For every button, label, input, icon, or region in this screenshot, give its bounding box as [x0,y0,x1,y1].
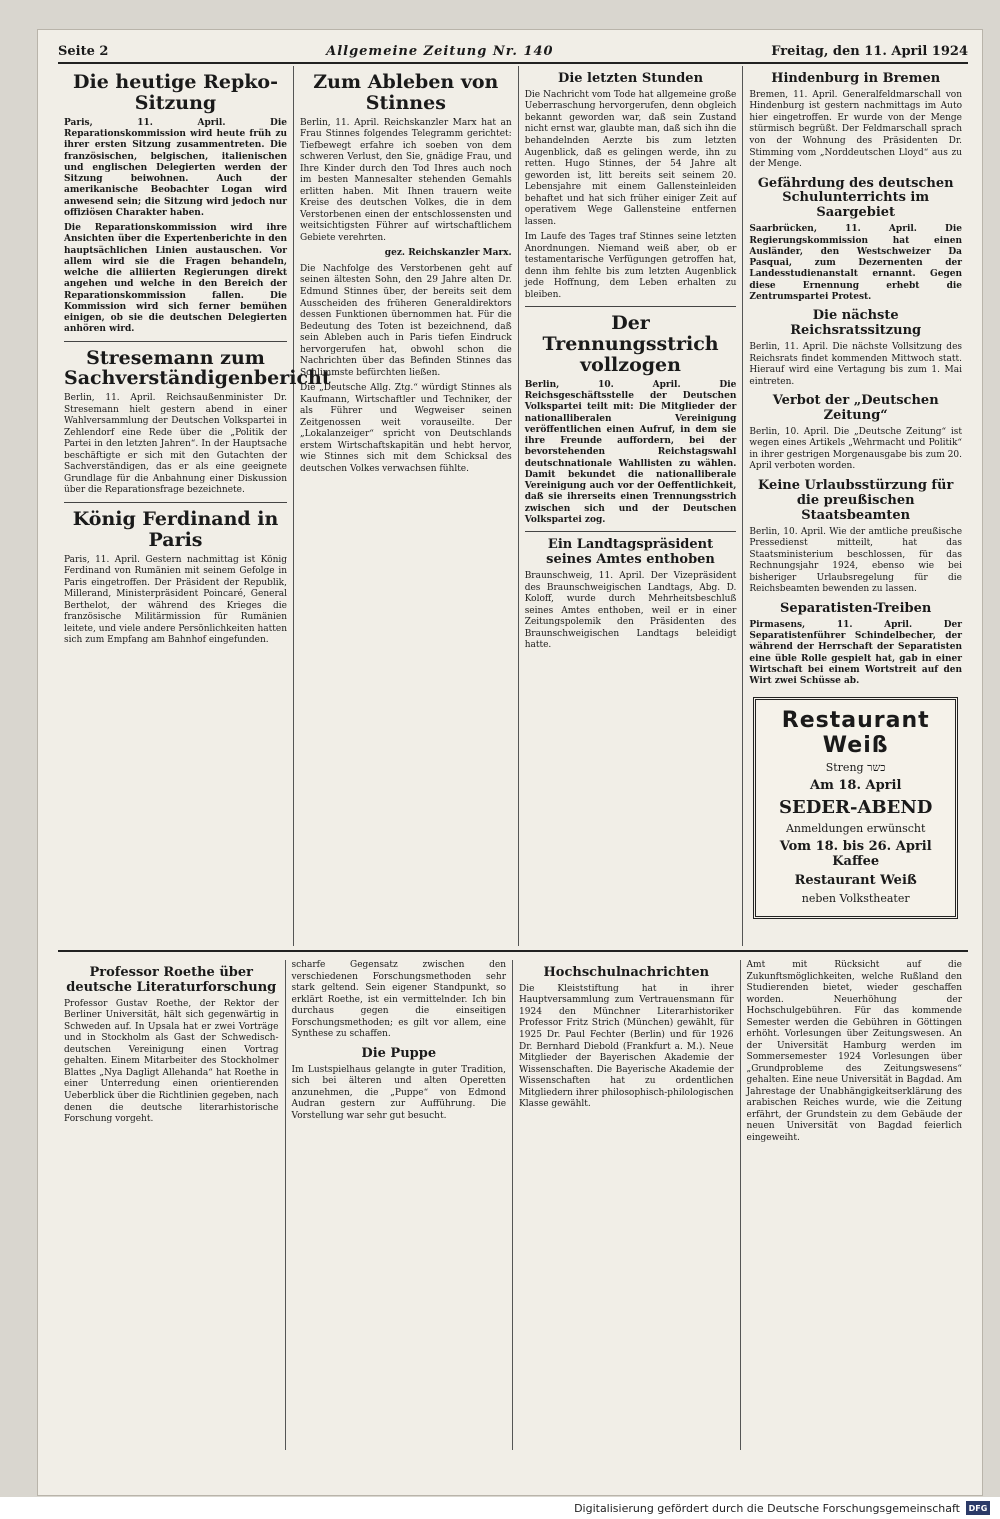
bottom-columns [58,960,968,1450]
text-letzte-stunden-2: Im Laufe des Tages traf Stinnes seine letzten Anordnungen. Niemand weiß aber, ob er testamentarische Verfügungen getroffen hat, denn ihm fehlte bis zum letzten Augenblick jede Hoffnung, dem Leben erhalten zu bleiben. [524,232,737,300]
headline-verbot: Verbot der „Deutschen Zeitung“ [772,393,939,423]
bottom-column-3 [513,960,741,1450]
lead-repko: Paris, 11. April. Die Reparationskommission wird heute früh zu ihrer ersten Sitzung zusammentreten. Die französischen, belgischen, italienischen und englischen Delegierten werden der Sitzung beiwohnen. Auch der amerikanische Beobachter Logan wird anwesend sein; die Sitzung wird jedoch nur offiziösen Charakter haben. [64,117,287,218]
headline-separatisten: Separatisten-Treiben [780,600,932,616]
advertisement-restaurant [753,697,958,919]
text-separatisten: Pirmasens, 11. April. Der Separatistenführer Schindelbecher, der während der Herrschaft der Separatisten eine üble Rolle gespielt hat, gab in einer Wirtschaft bei einem Wortstreit auf den Wirt zwei Schüsse ab. [749,619,963,687]
headline-roethe: Professor Roethe über deutsche Literaturforschung [66,965,277,995]
signature-marx: gez. Reichskanzler Marx. [384,248,512,259]
text-hochschul-cont: Amt mit Rücksicht auf die Zukunftsmöglichkeiten, welche Rußland den Studierenden bietet, wieder geschaffen worden. Neuerhöhung der Hochschulgebühren. Für das kommende Semester werden die Gebühren in Göttingen erhöht. Vorlesungen über Zeitungswesen. An der Universität Hamburg werden im Sommersemester 1924 Vorlesungen über „Grundprobleme des Zeitungswesens“ gehalten. Eine neue Universität in Bagdad. Am Jahrestage der Unabhängigkeitserklärung des arabischen Reiches wurde, wie die Zeitung erfährt, der Grundstein zu dem Gebäude der neuen Universität von Bagdad feierlich eingeweiht. [746,960,963,1143]
headline-hindenburg: Hindenburg in Bremen [771,71,941,86]
text-landtag: Braunschweig, 11. April. Der Vizepräsident des Braunschweigischen Landtags, Abg. D. Koloff, wurde durch Mehrheitsbeschluß seines Amtes enthoben, weil er in einer Zeitungspolemik den Präsidenten des Braunschweigischen Landtags beleidigt hatte. [524,571,737,651]
text-saargebiet: Saarbrücken, 11. April. Die Regierungskommission hat einen Ausländer, den Westschweizer Da Pasquai, zum Dezernenten der Landesstudienanstalt ernannt. Gegen diese Ernennung erhebt die Zentrumspartei Protest. [749,224,963,302]
divider [525,306,737,307]
column-4 [743,66,968,946]
text-hindenburg: Bremen, 11. April. Generalfeldmarschall von Hindenburg ist gestern nachmittags im Auto hier eingetroffen. Er wurde von der Menge stürmisch begrüßt. Der Feldmarschall sprach von der Wohnung des Präsidenten Dr. Stimming vom „Norddeutschen Lloyd“ aus zu der Menge. [749,89,963,170]
text-verbot: Berlin, 10. April. Die „Deutsche Zeitung“ ist wegen eines Artikels „Wehrmacht und Politik“ in ihrer gestrigen Morgenausgabe bis zum 20. April verboten worden. [749,426,963,472]
text-reichsrat: Berlin, 11. April. Die nächste Vollsitzung des Reichsrats findet kommenden Mittwoch statt. Hierauf wird eine Vertagung bis zum 1. Mai eintreten. [749,341,963,387]
ad-streng: Streng כשר [825,761,886,775]
text-roethe: Professor Gustav Roethe, der Rektor der Berliner Universität, hält sich gegenwärtig in Schweden auf. In Upsala hat er zwei Vorträge und in Stockholm als Gast der Schwedisch-deutschen Vereinigung einen Vortrag gehalten. Einem Mitarbeiter des Stockholmer Blattes „Nya Dagligt Allehanda“ hat Roethe in einer Unterredung einen orientierenden Ueberblick über die Richtlinien gegeben, nach denen die deutsche literarhistorische Forschung vorgeht. [64,998,279,1125]
text-puppe: Im Lustspielhaus gelangte in guter Tradition, sich bei älteren und alten Operetten anzunehmen, die „Puppe“ von Edmond Audran gestern zur Aufführung. Die Vorstellung war sehr gut besucht. [291,1064,507,1121]
text-hochschul: Die Kleiststiftung hat in ihrer Hauptversammlung zum Vertrauensmann für 1924 den Münchner Literarhistoriker Professor Fritz Strich (München) gewählt, für 1925 Dr. Paul Fechter (Berlin) und für 1926 Dr. Bernhard Diebold (Frankfurt a. M.). Neue Mitglieder der Bayerischen Akademie der Wissenschaften. Die Bayerische Akademie der Wissenschaften hat zu ordentlichen Mitgliedern ihrer philosophisch-philologischen Klasse gewählt. [519,983,734,1110]
headline-saargebiet: Gefährdung des deutschen Schulunterrichts im Saargebiet [757,175,954,221]
newspaper-page [38,30,982,1495]
ad-restaurant-name-2: Restaurant Weiß [794,873,917,889]
footer-text: Digitalisierung gefördert durch die Deutsche Forschungsgemeinschaft [574,1501,960,1515]
bottom-column-4 [741,960,968,1450]
headline-trennungsstrich: Der Trennungsstrich vollzogen [542,312,719,376]
text-stinnes-2: Die Nachfolge des Verstorbenen geht auf seinen ältesten Sohn, den 29 Jahre alten Dr. Edmund Stinnes über, der bereits seit dem Ausscheiden des früheren Generaldirektors dessen Funktionen übernommen hat. Für die Bedeutung des Toten ist bezeichnend, daß sein Ableben auch in Paris tiefen Eindruck hervorgerufen hat, obwohl schon die Nachrichten über das Befinden Stinnes das Schlimmste befürchten ließen. [300,263,512,378]
headline-stinnes: Zum Ableben von Stinnes [313,71,499,114]
headline-urlaub: Keine Urlaubsstürzung für die preußischen Staatsbeamten [758,477,954,523]
masthead [58,40,968,64]
divider [525,531,737,532]
newspaper-title: Allgemeine Zeitung Nr. 140 [326,43,554,59]
text-repko: Die Reparationskommission wird ihre Ansichten über die Expertenberichte in den hauptsächlichen Linien austauschen. Vor allem wird sie die Fragen behandeln, welche die alliierten Regierungen direkt angehen und welche in den Bereich der Reparationskommission fallen. Die Kommission wird sich ferner bemühen einigen, ob sie die deutschen Delegierten anhören wird. [64,223,287,335]
ad-seder: SEDER-ABEND [778,797,933,819]
text-ferdinand: Paris, 11. April. Gestern nachmittag ist König Ferdinand von Rumänien mit seinem Gefolge in Paris eingetroffen. Der Präsident der Republik, Millerand, Ministerpräsident Poincaré, General Berthelot, der während des Krieges die französische Militärmission für Rumänien leitete, und viele andere Persönlichkeiten hatten sich zum Empfang am Bahnhof eingefunden. [64,554,287,646]
text-roethe-cont: scharfe Gegensatz zwischen den verschiedenen Forschungsmethoden sehr stark geltend. Sein eigener Standpunkt, so erklärt Roethe, ist ein vermittelnder. Ich bin durchaus gegen die einseitigen Forschungsmethoden; es gilt vor allem, eine Synthese zu schaffen. [291,960,507,1040]
headline-ferdinand: König Ferdinand in Paris [72,507,279,551]
headline-reichsrat: Die nächste Reichsratssitzung [790,308,922,339]
ad-anmeldung: Anmeldungen erwünscht [785,822,926,836]
digitization-footer [0,1497,1000,1519]
text-stinnes-3: Die „Deutsche Allg. Ztg.“ würdigt Stinnes als Kaufmann, Wirtschaftler und Techniker, der als Führer und Wegweiser seinen Zeitgenossen weit vorauseilte. Der „Lokalanzeiger“ spricht von Deutschlands erstem Wirtschaftskapitän und hebt hervor, wie Stinnes sich mit dem Schicksal des deutschen Volkes verwachsen fühlte. [300,383,512,474]
ad-date: Am 18. April [809,778,902,794]
ad-restaurant-name: Restaurant Weiß [781,708,930,759]
column-3 [519,66,744,946]
top-columns [58,66,968,946]
ad-location: neben Volkstheater [801,892,910,906]
ad-kaffee: Vom 18. bis 26. April Kaffee [779,839,932,870]
headline-stresemann: Stresemann zum Sachverständigenbericht [64,346,331,390]
divider [64,341,287,342]
text-trennungsstrich: Berlin, 10. April. Die Reichsgeschäftsstelle der Deutschen Volkspartei teilt mit: Die Mitglieder der nationalliberalen Vereinigung veröffentlichen einen Aufruf, in dem sie ihre Freunde auffordern, bei der bevorstehenden Reichstagswahl deutschnationale Wahllisten zu wählen. Damit bekundet die nationalliberale Vereinigung auch vor der Oeffentlichkeit, daß sie ihrerseits einen Trennungsstrich zwischen sich und der Deutschen Volkspartei zog. [524,379,737,525]
bottom-column-2 [286,960,514,1450]
issue-date: Freitag, den 11. April 1924 [771,43,968,59]
headline-hochschul: Hochschulnachrichten [543,965,710,980]
headline-letzte-stunden: Die letzten Stunden [558,71,704,86]
dfg-logo-icon: DFG [966,1501,990,1515]
text-stinnes: Berlin, 11. April. Reichskanzler Marx hat an Frau Stinnes folgendes Telegramm gerichtet: Tiefbewegt erfahre ich soeben von dem schweren Verlust, den Sie, gnädige Frau, und Ihre Kinder durch den Tod Ihres auch noch im besten Mannesalter stehenden Gemahls erlitten haben. Mit Ihnen trauern weite Kreise des deutschen Volkes, die in dem Verstorbenen einen der entschlossensten und weitsichtigsten Führer auf wirtschaftlichem Gebiete verehrten. [300,117,512,243]
text-letzte-stunden: Die Nachricht vom Tode hat allgemeine große Ueberraschung hervorgerufen, denn obgleich bekannt geworden war, daß sein Zustand nicht ernst war, glaubte man, daß sich ihn die behandelnden Aerzte bis zum letzten Augenblick, daß es gelingen werde, ihn zu retten. Hugo Stinnes, der 54 Jahre alt geworden ist, litt bereits seit seinem 20. Lebensjahre mit einem Gallensteinleiden behaftet und hat sich früher einiger Zeit auf operativem Wege Gallensteine entfernen lassen. [524,89,737,227]
bottom-column-1 [58,960,286,1450]
column-1 [58,66,331,946]
column-2 [294,66,519,946]
section-divider [58,950,968,952]
headline-puppe: Die Puppe [361,1045,437,1061]
text-urlaub: Berlin, 10. April. Wie der amtliche preußische Pressedienst mitteilt, hat das Staatsministerium beschlossen, für das Rechnungsjahr 1924, ebenso wie bei bisheriger Urlaubsregelung für die Reichsbeamten bewenden zu lassen. [749,526,963,595]
divider [64,502,287,503]
headline-landtag: Ein Landtagspräsident seines Amtes enthoben [546,537,715,568]
headline-repko: Die heutige Repko-Sitzung [73,71,278,114]
page-number: Seite 2 [58,43,109,59]
text-stresemann: Berlin, 11. April. Reichsaußenminister Dr. Stresemann hielt gestern abend in einer Wahlversammlung der Deutschen Volkspartei in Zehlendorf eine Rede über die „Politik der Partei in den letzten Jahren“. In der Hauptsache beschäftigte er sich mit den Gutachten der Sachverständigen, das er als eine geeignete Grundlage für die Anbahnung einer Diskussion über die Reparationsfrage bezeichnete. [64,393,287,496]
